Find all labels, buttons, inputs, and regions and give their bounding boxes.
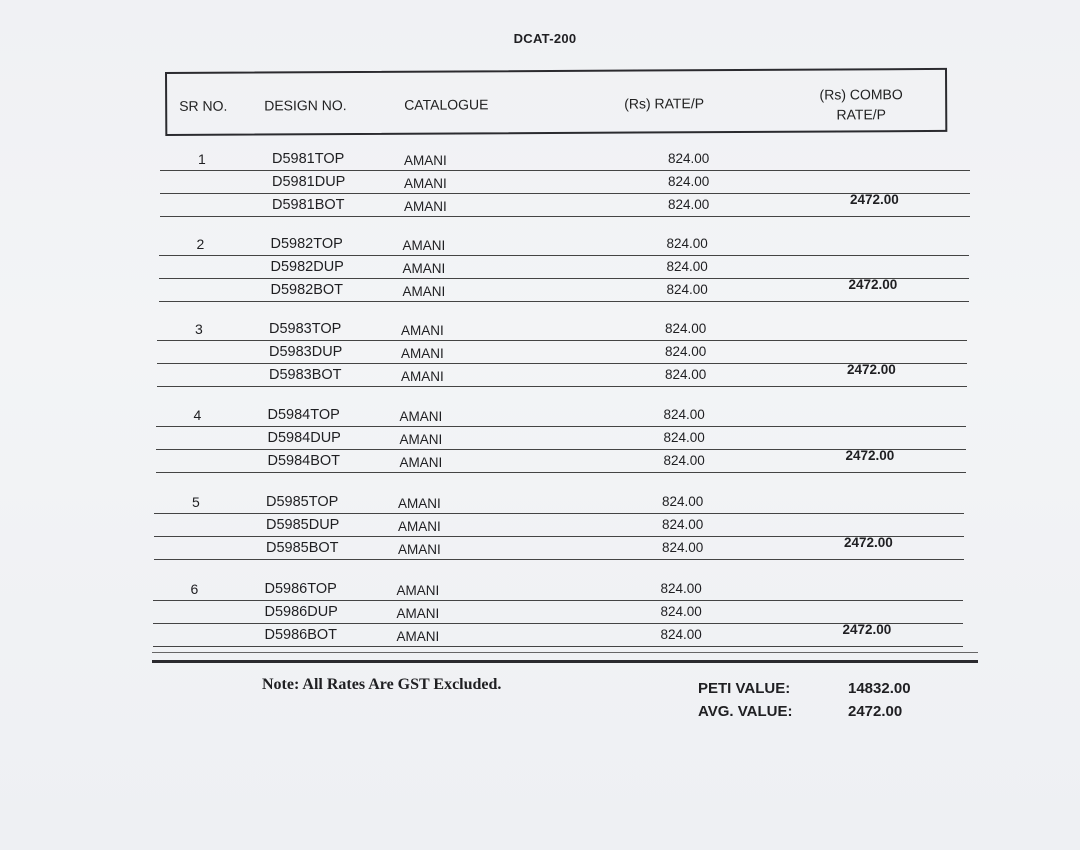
table-row bbox=[144, 491, 964, 514]
table-group bbox=[150, 318, 970, 396]
row-divider bbox=[153, 646, 963, 648]
header-rate: (Rs) RATE/P bbox=[624, 95, 705, 112]
rate-cell: 824.00 bbox=[662, 540, 704, 555]
catalogue-cell: AMANI bbox=[399, 432, 443, 447]
rate-cell: 824.00 bbox=[663, 430, 705, 445]
header-design-no: DESIGN NO. bbox=[264, 97, 347, 114]
row-divider bbox=[160, 216, 970, 218]
rate-cell: 824.00 bbox=[666, 282, 708, 297]
design-no-cell: D5983TOP bbox=[269, 321, 342, 337]
catalogue-cell: AMANI bbox=[399, 409, 443, 424]
table-row bbox=[146, 450, 966, 473]
header-combo-line2: RATE/P bbox=[836, 106, 887, 123]
document-title: DCAT-200 bbox=[513, 31, 577, 46]
catalogue-cell: AMANI bbox=[404, 176, 447, 191]
table-row bbox=[149, 233, 969, 256]
design-no-cell: D5986BOT bbox=[264, 627, 338, 643]
design-no-cell: D5983BOT bbox=[269, 367, 342, 383]
table-row bbox=[143, 578, 963, 601]
table-row bbox=[149, 256, 969, 279]
catalogue-cell: AMANI bbox=[399, 455, 443, 470]
gst-note: Note: All Rates Are GST Excluded. bbox=[262, 676, 502, 693]
rate-cell: 824.00 bbox=[666, 259, 708, 274]
rate-cell: 824.00 bbox=[665, 367, 707, 382]
rate-cell: 824.00 bbox=[665, 321, 707, 336]
header-sr-no: SR NO. bbox=[179, 97, 228, 114]
table-group bbox=[150, 578, 970, 656]
row-divider bbox=[156, 472, 966, 474]
table-row bbox=[143, 601, 963, 624]
catalogue-cell: AMANI bbox=[401, 323, 444, 338]
sr-no-cell: 6 bbox=[190, 581, 199, 597]
rate-cell: 824.00 bbox=[665, 344, 707, 359]
peti-value: 14832.00 bbox=[848, 680, 911, 697]
table-group bbox=[150, 404, 970, 482]
combo-rate-cell: 2472.00 bbox=[845, 448, 895, 463]
design-no-cell: D5981TOP bbox=[272, 151, 345, 167]
catalogue-cell: AMANI bbox=[402, 261, 446, 276]
catalogue-cell: AMANI bbox=[396, 583, 440, 598]
design-no-cell: D5983DUP bbox=[269, 344, 343, 360]
rate-cell: 824.00 bbox=[662, 494, 704, 509]
catalogue-cell: AMANI bbox=[398, 542, 441, 557]
rate-cell: 824.00 bbox=[662, 517, 704, 532]
table-row bbox=[143, 624, 963, 647]
table-bottom-divider bbox=[152, 652, 978, 653]
design-no-cell: D5982DUP bbox=[270, 259, 344, 275]
header-combo-rate bbox=[791, 84, 931, 125]
combo-rate-cell: 2472.00 bbox=[850, 192, 899, 207]
rate-cell: 824.00 bbox=[663, 407, 705, 422]
design-no-cell: D5985BOT bbox=[266, 540, 339, 556]
rate-cell: 824.00 bbox=[663, 453, 705, 468]
rate-cell: 824.00 bbox=[660, 581, 702, 596]
table-bottom-rule bbox=[152, 660, 978, 663]
combo-rate-cell: 2472.00 bbox=[844, 535, 893, 550]
catalogue-cell: AMANI bbox=[401, 346, 444, 361]
rate-cell: 824.00 bbox=[668, 151, 710, 166]
sr-no-cell: 3 bbox=[195, 321, 203, 337]
catalogue-cell: AMANI bbox=[401, 369, 444, 384]
design-no-cell: D5986DUP bbox=[264, 604, 338, 620]
table-group bbox=[150, 233, 970, 311]
design-no-cell: D5982TOP bbox=[270, 236, 343, 252]
table-row bbox=[150, 194, 970, 217]
table-row bbox=[144, 537, 964, 560]
rate-cell: 824.00 bbox=[668, 174, 710, 189]
row-divider bbox=[159, 301, 969, 303]
row-divider bbox=[157, 386, 967, 388]
catalogue-cell: AMANI bbox=[404, 153, 447, 168]
rate-cell: 824.00 bbox=[660, 604, 702, 619]
table-row bbox=[146, 427, 966, 450]
rate-cell: 824.00 bbox=[668, 197, 710, 212]
catalogue-cell: AMANI bbox=[398, 519, 441, 534]
sr-no-cell: 2 bbox=[196, 236, 205, 252]
design-no-cell: D5981DUP bbox=[272, 174, 346, 190]
peti-value-label: PETI VALUE: bbox=[698, 680, 791, 697]
rate-cell: 824.00 bbox=[666, 236, 708, 251]
table-row bbox=[146, 404, 966, 427]
catalogue-cell: AMANI bbox=[396, 629, 440, 644]
combo-rate-cell: 2472.00 bbox=[842, 622, 892, 637]
table-row bbox=[150, 171, 970, 194]
avg-value: 2472.00 bbox=[848, 703, 903, 720]
catalogue-cell: AMANI bbox=[398, 496, 441, 511]
design-no-cell: D5985DUP bbox=[266, 517, 340, 533]
table-group bbox=[150, 148, 970, 226]
sr-no-cell: 4 bbox=[193, 407, 202, 423]
table-row bbox=[149, 279, 969, 302]
table-row bbox=[150, 148, 970, 171]
design-no-cell: D5984BOT bbox=[267, 453, 341, 469]
row-divider bbox=[154, 559, 964, 561]
header-combo-line1: (Rs) COMBO bbox=[819, 86, 903, 103]
catalogue-cell: AMANI bbox=[402, 284, 446, 299]
catalogue-cell: AMANI bbox=[402, 238, 446, 253]
sr-no-cell: 1 bbox=[198, 151, 206, 167]
sr-no-cell: 5 bbox=[192, 494, 200, 510]
catalogue-cell: AMANI bbox=[396, 606, 440, 621]
design-no-cell: D5986TOP bbox=[264, 581, 337, 597]
rate-table bbox=[150, 148, 980, 668]
table-group bbox=[150, 491, 970, 569]
combo-rate-cell: 2472.00 bbox=[848, 277, 898, 292]
design-no-cell: D5981BOT bbox=[272, 197, 345, 213]
design-no-cell: D5985TOP bbox=[266, 494, 339, 510]
design-no-cell: D5984DUP bbox=[267, 430, 341, 446]
table-header bbox=[165, 68, 947, 136]
design-no-cell: D5984TOP bbox=[267, 407, 340, 423]
table-row bbox=[144, 514, 964, 537]
header-catalogue: CATALOGUE bbox=[404, 96, 489, 113]
design-no-cell: D5982BOT bbox=[270, 282, 344, 298]
combo-rate-cell: 2472.00 bbox=[847, 362, 896, 377]
table-row bbox=[147, 341, 967, 364]
avg-value-label: AVG. VALUE: bbox=[698, 703, 793, 720]
table-row bbox=[147, 364, 967, 387]
table-row bbox=[147, 318, 967, 341]
rate-cell: 824.00 bbox=[660, 627, 702, 642]
catalogue-cell: AMANI bbox=[404, 199, 447, 214]
